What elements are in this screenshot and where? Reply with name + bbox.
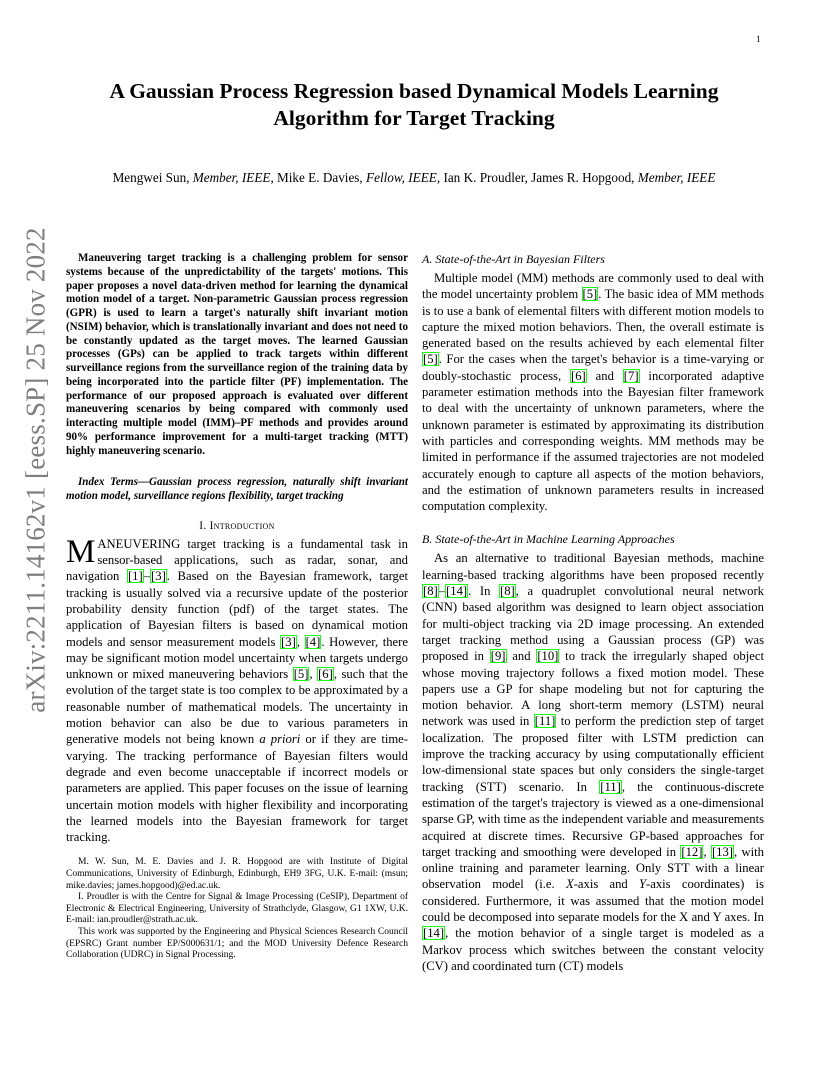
text-run: . In <box>468 584 499 599</box>
text-run: . However, there may be significant motion model uncertainty when targets undergo unknown or mixed maneuvering behaviors <box>66 634 408 682</box>
drop-cap: M <box>66 533 96 570</box>
abstract: Maneuvering target tracking is a challenging problem for sensor systems because of the unpredictability of the targets' motions. This paper proposes a novel data-driven method for learning the dynamical motion model of a target. Non-parametric Gaussian process regression (GPR) is used to learn a target's naturally shift invariant motion (NSIM) behavior, which is translationally invariant and does not need to be constantly updated as the target moves. The learned Gaussian processes (GPs) can be applied to track targets within different surveillance regions from the surveillance region of the training data by being incorporated into the particle filter (PF) implementation. The performance of our proposed approach is evaluated over different maneuvering scenarios by being compared with commonly used interacting multiple model (IMM)–PF methods and provides around 90% performance improvement for a multi-target tracking (MTT) highly maneuvering scenario. <box>66 252 408 457</box>
text-run: , with online training and parameter learning. Only STT with a linear observation model (i.e. <box>422 844 764 892</box>
text-run: , the continuous-discrete estimation of the target's trajectory is viewed as a one-dimensional sparse GP, with time as the independent variable and measurements acquired at discrete times. Recursive GP-based approaches for target tracking and smoothing were developed in <box>422 779 764 859</box>
section-number: I. <box>199 519 207 532</box>
arxiv-watermark <box>14 227 58 713</box>
text-run: -axis and <box>573 877 639 892</box>
citation-link[interactable]: [4] <box>305 634 321 649</box>
citation-link[interactable]: [14] <box>423 926 445 941</box>
page-number: 1 <box>756 34 761 44</box>
citation-link[interactable]: [7] <box>623 368 639 383</box>
author-list <box>30 170 798 186</box>
footnote-affiliation-1: M. W. Sun, M. E. Davies and J. R. Hopgood are with Institute of Digital Communications, University of Edinburgh, Edinburgh, EH9 3FG, U.K. E-mail: (msun; mike.davies; james.hopgood)@ed.ac.uk. <box>66 857 408 891</box>
title-line-2: Algorithm for Target Tracking <box>273 106 555 130</box>
citation-link[interactable]: [3] <box>281 634 296 649</box>
text-run: Multiple model (MM) methods are commonly used to deal with the model uncertainty problem <box>422 271 764 302</box>
citation-link[interactable]: [1] <box>127 569 143 584</box>
text-run: and <box>506 649 537 664</box>
right-column <box>422 252 764 974</box>
emphasis: a priori <box>259 732 301 747</box>
text-run: to track the irregularly shaped object whose moving trajectory follows a fixed motion model. These papers use a GP for shape modeling but not for capturing the motion behavior. A long short-term memory (LSTM) neural network was used in <box>422 649 764 729</box>
citation-link[interactable]: [3] <box>151 569 166 584</box>
left-column <box>66 252 408 962</box>
intro-paragraph <box>66 533 408 846</box>
footnote-funding: This work was supported by the Engineering and Physical Sciences Research Council (EPSRC) Grant number EP/S000631/1; and the MOD University Defence Research Collaboration (UDRC) in Signal Processing. <box>66 926 408 961</box>
text-run: -axis coordinates) is considered. Furthermore, it was assumed that the motion model could be decomposed into separate models for the X and Y axes. In <box>422 877 764 924</box>
citation-link[interactable]: [11] <box>534 714 556 729</box>
text-run: incorporated adaptive parameter estimation methods into the Bayesian filter framework to deal with the uncertainty of unknown parameters, where the unknown parameter is estimated by approximating its distribution with particles and corresponding weights. MM methods may be limited in performance if the assumed trajectories are not modeled accurately enough to capture all aspects of the motion behaviors, and the estimation of unknown parameters results in increased computation complexity. <box>422 368 765 514</box>
index-terms: Index Terms—Gaussian process regression, naturally shift invariant motion model, surveillance regions flexibility, target tracking <box>66 476 408 502</box>
text-run: , such that the evolution of the target state is too complex to be approximated by a reasonable number of mathematical models. The uncertainty in motion behavior can also be due to various parameters in generative models not being known <box>66 667 408 747</box>
text-run: , a quadruplet convolutional neural network (CNN) based algorithm was designed to learn object association for multi-object tracking via 2D image processing. An extended target tracking method using a Gaussian process (GP) was proposed in <box>422 584 764 664</box>
text-run: , <box>296 634 305 649</box>
subsection-heading-b: B. State-of-the-Art in Machine Learning Approaches <box>422 532 675 547</box>
subsection-b-paragraph <box>422 550 764 974</box>
citation-link[interactable]: [6] <box>318 667 333 682</box>
text-run: – <box>438 584 446 599</box>
author-4-role: Member, IEEE <box>637 170 716 185</box>
footnotes <box>66 857 408 961</box>
citation-link[interactable]: [11] <box>600 779 621 794</box>
text-run: ANEUVERING target tracking is a fundamental task in sensor-based applications, such as radar, sonar, and navigation <box>66 536 408 584</box>
citation-link[interactable]: [12] <box>681 844 703 859</box>
author-1: Mengwei Sun, <box>112 170 190 185</box>
emphasis: X <box>565 877 574 892</box>
text-run: . Based on the Bayesian framework, target tracking is usually solved via a recursive update of the posterior probability density function (pdf) of the target states. The application of Bayesian filters is based on dynamical motion models and sensor measurement models <box>66 569 408 649</box>
text-run: – <box>143 569 151 584</box>
citation-link[interactable]: [5] <box>293 667 309 682</box>
subsection-a-paragraph <box>422 270 764 514</box>
arxiv-id: arXiv:2211.14162v1 [eess.SP] 25 Nov 2022 <box>20 227 51 713</box>
text-run: or if they are time-varying. The tracking performance of Bayesian filters would degrade and even become unacceptable if incorrect models or parameters are applied. This paper focuses on the issue of learning uncertain motion models with higher flexibility and incorporating the learned models into the Bayesian framework for target tracking. <box>66 732 408 845</box>
text-run: As an alternative to traditional Bayesian methods, machine learning-based tracking algorithms have been proposed recently <box>422 551 764 582</box>
section-title: Introduction <box>209 519 275 532</box>
citation-link[interactable]: [10] <box>537 649 559 664</box>
citation-link[interactable]: [6] <box>571 368 586 383</box>
citation-link[interactable]: [8] <box>423 584 438 599</box>
text-run: . For the cases when the target's behavior is a time-varying or doubly-stochastic process, <box>422 352 764 383</box>
text-run: , the motion behavior of a single target is modeled as a Markov process which switches between the constant velocity (CV) and coordinated turn (CT) models <box>422 926 764 973</box>
author-2: , Mike E. Davies, <box>270 170 363 185</box>
subsection-heading-a: A. State-of-the-Art in Bayesian Filters <box>422 252 605 266</box>
text-run: and <box>586 368 623 383</box>
author-2-role: Fellow, IEEE <box>366 170 437 185</box>
title-line-1: A Gaussian Process Regression based Dynamical Models Learning <box>109 79 719 103</box>
citation-link[interactable]: [5] <box>582 287 598 302</box>
emphasis: Y <box>639 877 647 892</box>
text-run: . The basic idea of MM methods is to use a bank of elemental filters with different motion models to capture the mixed motion behaviors. Then, the overall estimate is generated based on the results achieved by each elemental filter <box>422 287 764 351</box>
footnote-affiliation-2: I. Proudler is with the Centre for Signal & Image Processing (CeSIP), Department of Electronic & Electrical Engineering, University of Strathclyde, Glasgow, G1 1XW, U.K. E-mail: ian.proudler@strath.ac.uk. <box>66 892 408 926</box>
citation-link[interactable]: [8] <box>500 584 515 599</box>
citation-link[interactable]: [9] <box>490 649 506 664</box>
author-3-4: , Ian K. Proudler, James R. Hopgood, <box>436 170 635 185</box>
text-run: , <box>703 844 711 859</box>
section-heading-introduction <box>66 520 408 532</box>
author-1-role: Member, IEEE <box>192 170 271 185</box>
citation-link[interactable]: [5] <box>423 352 438 367</box>
citation-link[interactable]: [13] <box>711 844 734 859</box>
citation-link[interactable]: [14] <box>446 584 468 599</box>
text-run: to perform the prediction step of target localization. The proposed filter with LSTM prediction can improve the tracking accuracy by using computationally efficient low-dimensional state spaces but only considers the single-target tracking (STT) scenario. In <box>422 714 764 794</box>
text-run: , <box>309 667 318 682</box>
paper-title <box>64 78 764 132</box>
